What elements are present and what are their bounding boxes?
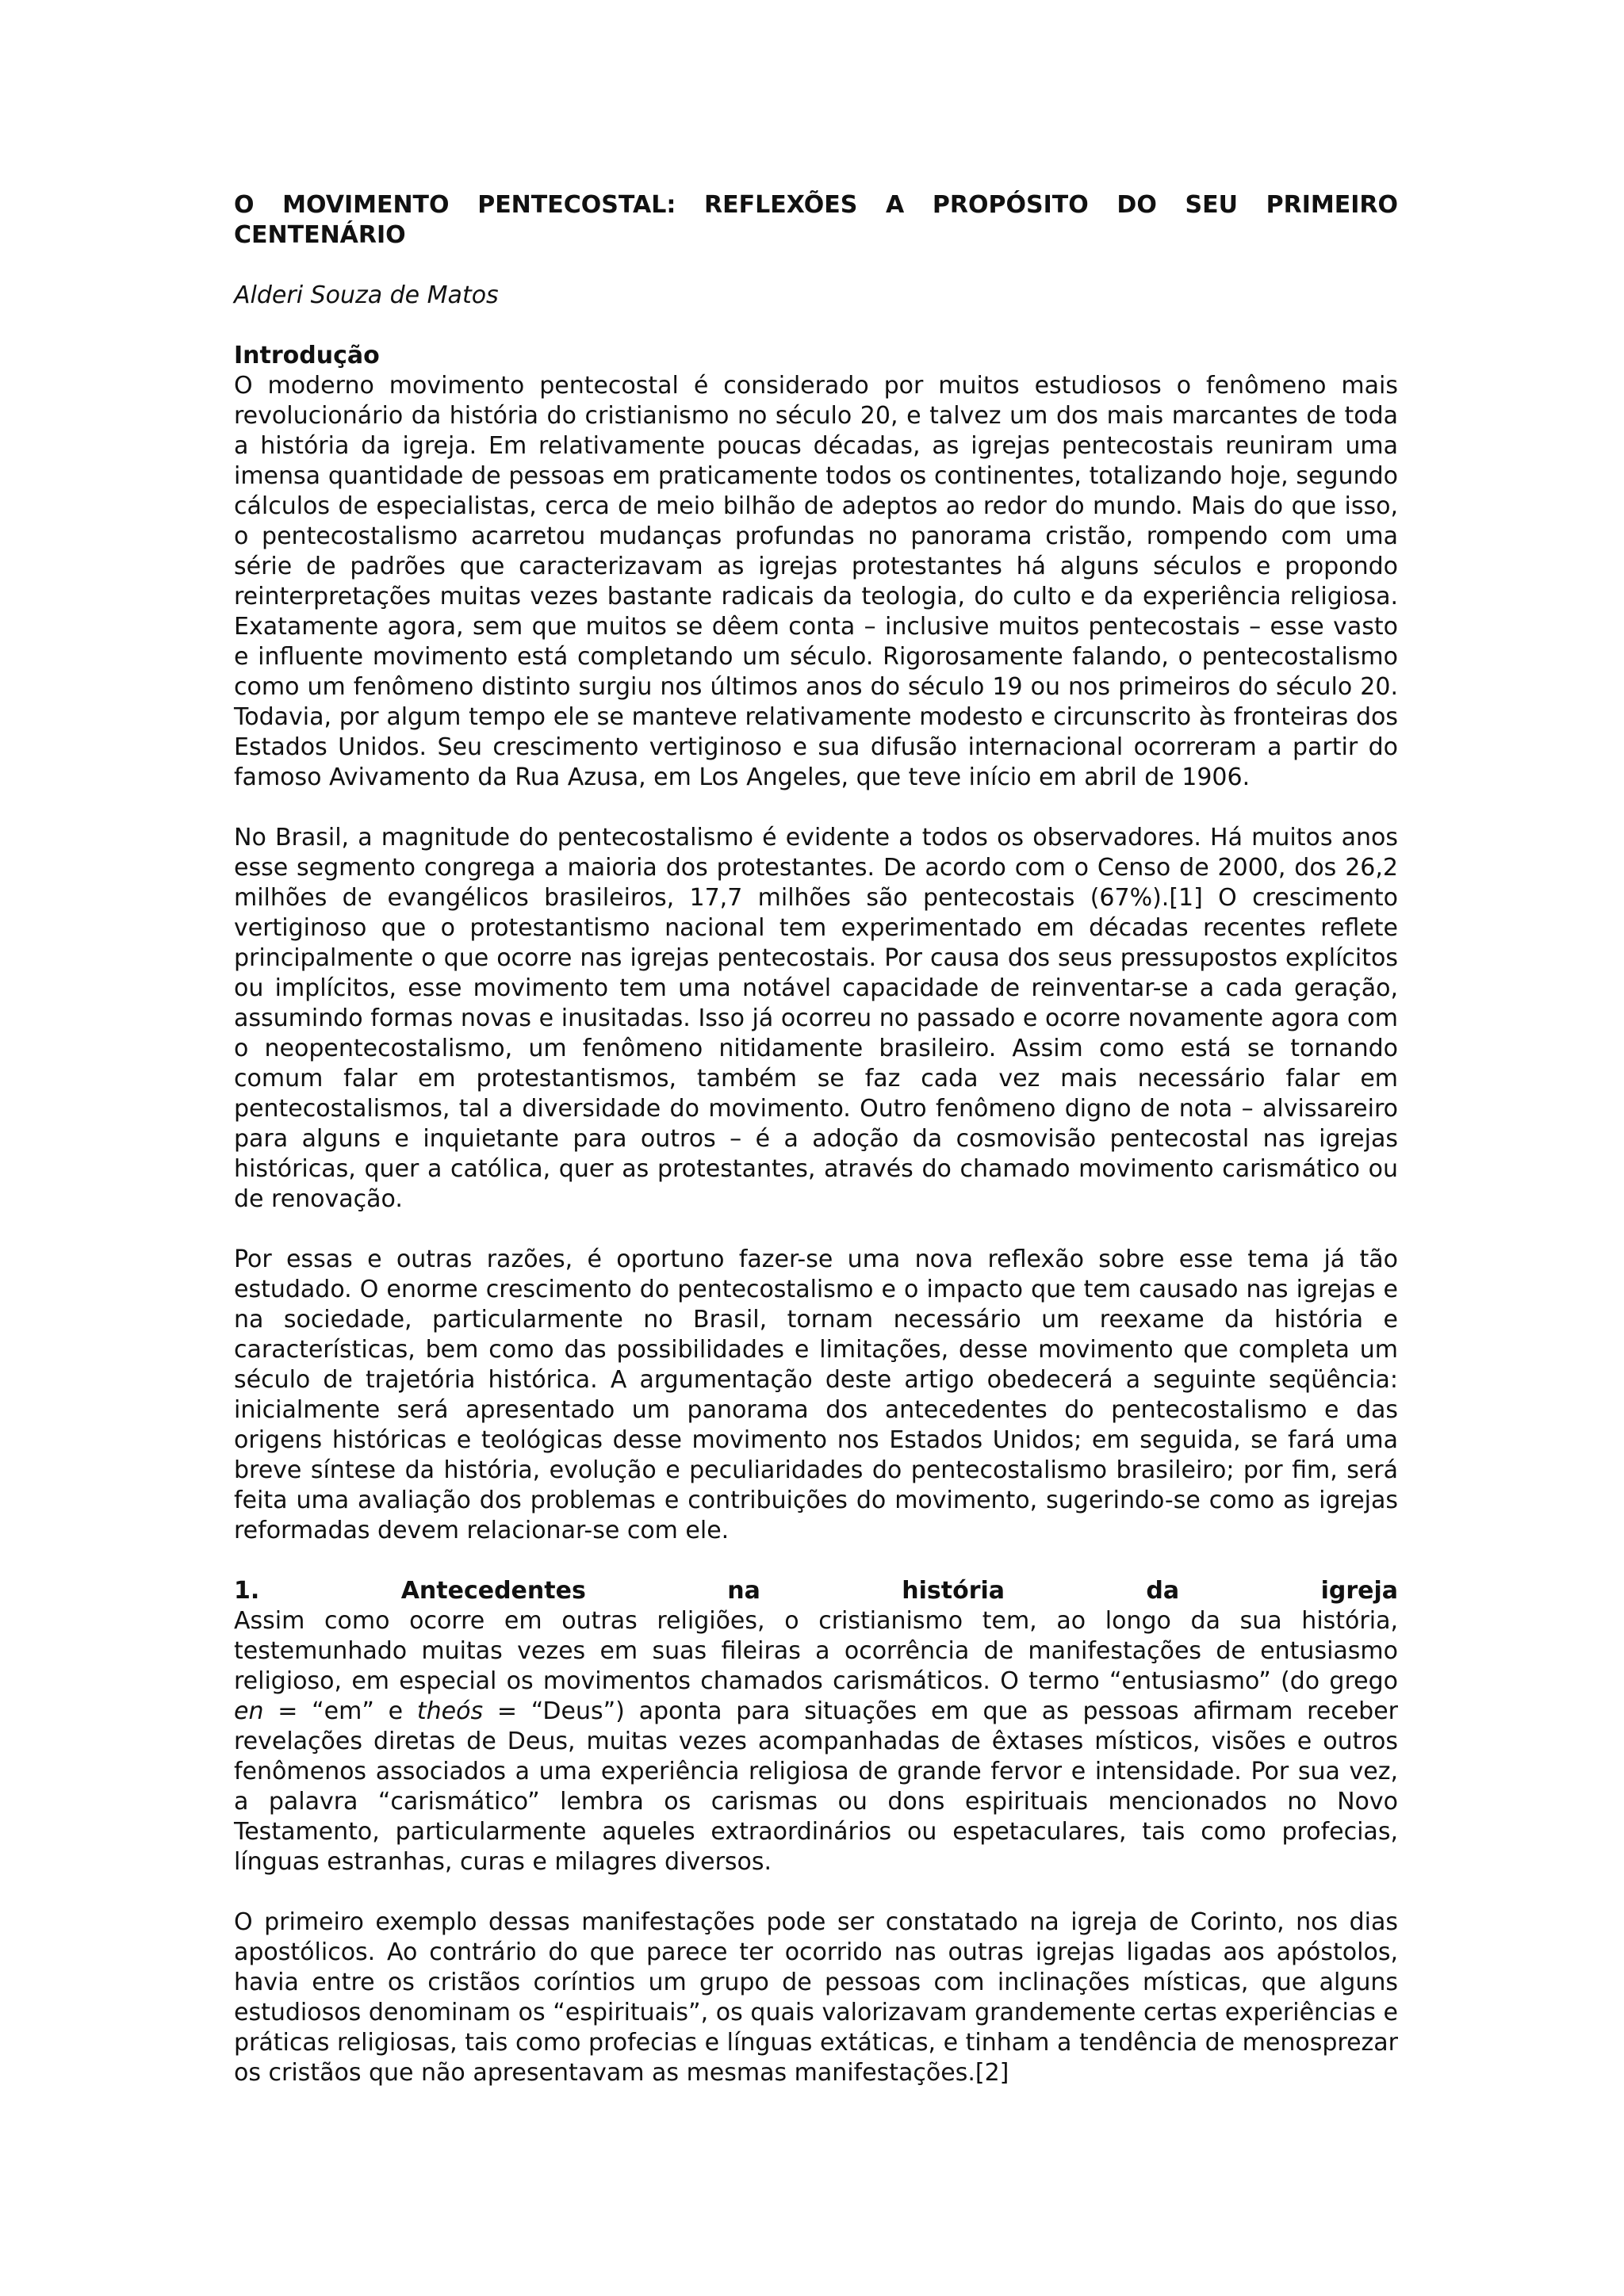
- greek-term-en: en: [234, 1697, 264, 1725]
- section-1-heading: 1. Antecedentes na história da igreja: [234, 1577, 1398, 1605]
- section-1-paragraph-1-text-c: = “Deus”) aponta para situações em que as pessoas afirmam receber revelações diretas de Deus, muitas vezes acompanhadas de êxtases místicos, visões e outros fenômenos associados a uma experiência religiosa de grande fervor e intensidade. Por sua vez, a palavra “carismático” lembra os carismas ou dons espirituais mencionados no Novo Testamento, particularmente aqueles extraordinários ou espetaculares, tais como profecias, línguas estranhas, curas e milagres diversos.: [234, 1697, 1398, 1876]
- section-1-paragraph-1-text-a: Assim como ocorre em outras religiões, o cristianismo tem, ao longo da sua história, testemunhado muitas vezes em suas fileiras a ocorrência de manifestações de entusiasmo religioso, em especial os movimentos chamados carismáticos. O termo “entusiasmo” (do grego: [234, 1607, 1398, 1695]
- section-1-paragraph-1: [234, 1606, 1398, 1877]
- document-title: O MOVIMENTO PENTECOSTAL: REFLEXÕES A PROPÓSITO DO SEU PRIMEIRO CENTENÁRIO: [234, 191, 1398, 249]
- greek-term-theos: theós: [416, 1697, 484, 1725]
- document-page: [234, 190, 1398, 2118]
- intro-paragraph-1: O moderno movimento pentecostal é considerado por muitos estudiosos o fenômeno mais revolucionário da história do cristianismo no século 20, e talvez um dos mais marcantes de toda a história da igreja. Em relativamente poucas décadas, as igrejas pentecostais reuniram uma imensa quantidade de pessoas em praticamente todos os continentes, totalizando hoje, segundo cálculos de especialistas, cerca de meio bilhão de adeptos ao redor do mundo. Mais do que isso, o pentecostalismo acarretou mudanças profundas no panorama cristão, rompendo com uma série de padrões que caracterizavam as igrejas protestantes há alguns séculos e propondo reinterpretações muitas vezes bastante radicais da teologia, do culto e da experiência religiosa. Exatamente agora, sem que muitos se dêem conta – inclusive muitos pentecostais – esse vasto e influente movimento está completando um século. Rigorosamente falando, o pentecostalismo como um fenômeno distinto surgiu nos últimos anos do século 19 ou nos primeiros do século 20. Todavia, por algum tempo ele se manteve relativamente modesto e circunscrito às fronteiras dos Estados Unidos. Seu crescimento vertiginoso e sua difusão internacional ocorreram a partir do famoso Avivamento da Rua Azusa, em Los Angeles, que teve início em abril de 1906.: [234, 372, 1398, 791]
- section-1-paragraph-2: O primeiro exemplo dessas manifestações pode ser constatado na igreja de Corinto, nos dias apostólicos. Ao contrário do que parece ter ocorrido nas outras igrejas ligadas aos apóstolos, havia entre os cristãos coríntios um grupo de pessoas com inclinações místicas, que alguns estudiosos denominam os “espirituais”, os quais valorizavam grandemente certas experiências e práticas religiosas, tais como profecias e línguas extáticas, e tinham a tendência de menosprezar os cristãos que não apresentavam as mesmas manifestações.[2]: [234, 1908, 1398, 2087]
- intro-heading: Introdução: [234, 342, 380, 369]
- intro-paragraph-3: Por essas e outras razões, é oportuno fazer-se uma nova reflexão sobre esse tema já tão estudado. O enorme crescimento do pentecostalismo e o impacto que tem causado nas igrejas e na sociedade, particularmente no Brasil, tornam necessário um reexame da história e características, bem como das possibilidades e limitações, desse movimento que completa um século de trajetória histórica. A argumentação deste artigo obedecerá a seguinte seqüência: inicialmente será apresentado um panorama dos antecedentes do pentecostalismo e das origens históricas e teológicas desse movimento nos Estados Unidos; em seguida, se fará uma breve síntese da história, evolução e peculiaridades do pentecostalismo brasileiro; por fim, será feita uma avaliação dos problemas e contribuições do movimento, sugerindo-se como as igrejas reformadas devem relacionar-se com ele.: [234, 1246, 1398, 1544]
- section-1-paragraph-1-text-b: = “em” e: [263, 1697, 417, 1725]
- intro-paragraph-2: No Brasil, a magnitude do pentecostalismo é evidente a todos os observadores. Há muitos anos esse segmento congrega a maioria dos protestantes. De acordo com o Censo de 2000, dos 26,2 milhões de evangélicos brasileiros, 17,7 milhões são pentecostais (67%).[1] O crescimento vertiginoso que o protestantismo nacional tem experimentado em décadas recentes reflete principalmente o que ocorre nas igrejas pentecostais. Por causa dos seus pressupostos explícitos ou implícitos, esse movimento tem uma notável capacidade de reinventar-se a cada geração, assumindo formas novas e inusitadas. Isso já ocorreu no passado e ocorre novamente agora com o neopentecostalismo, um fenômeno nitidamente brasileiro. Assim como está se tornando comum falar em protestantismos, também se faz cada vez mais necessário falar em pentecostalismos, tal a diversidade do movimento. Outro fenômeno digno de nota – alvissareiro para alguns e inquietante para outros – é a adoção da cosmovisão pentecostal nas igrejas históricas, quer a católica, quer as protestantes, através do chamado movimento carismático ou de renovação.: [234, 824, 1398, 1213]
- author-name: Alderi Souza de Matos: [234, 281, 499, 309]
